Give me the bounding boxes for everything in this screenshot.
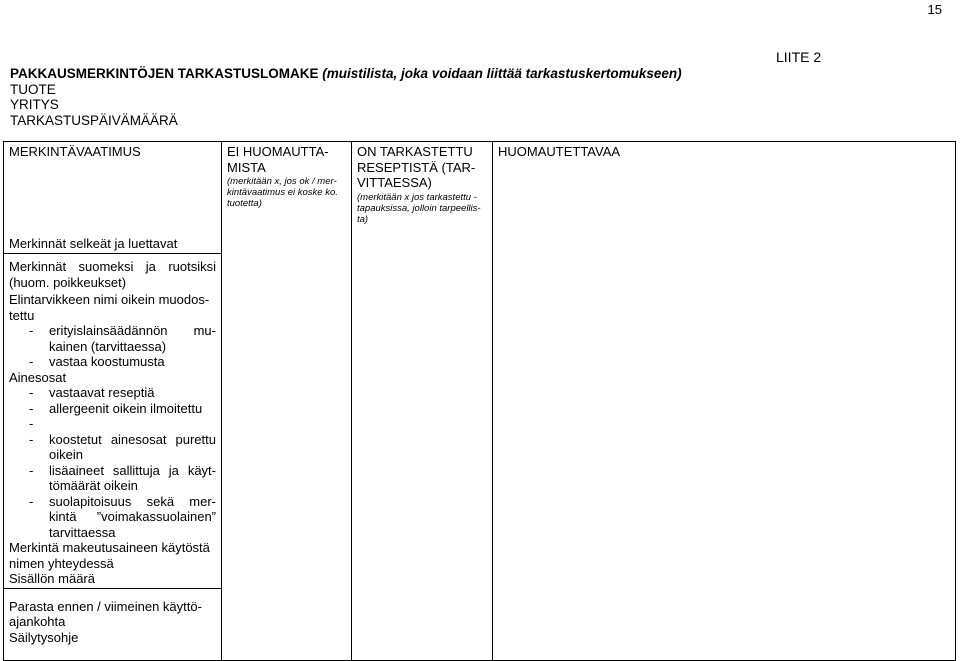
requirements-cell-1 <box>4 254 222 589</box>
list-item: - vastaa koostumusta <box>29 354 165 369</box>
table-header-row <box>4 142 956 254</box>
language-requirement: Merkinnät suomeksi ja ruotsiksi (huom. poikkeukset) <box>9 259 216 290</box>
requirements-cell-2 <box>4 588 222 660</box>
form-title-main: PAKKAUSMERKINTÖJEN TARKASTUSLOMAKE <box>10 66 319 81</box>
list-item: - koostetut ainesosat purettu oikein <box>29 431 216 462</box>
recipe-header-text: ON TARKASTETTU RESEPTISTÄ (TAR-VITTAESSA) <box>357 144 476 190</box>
form-title <box>10 66 682 82</box>
recipe-note: (merkitään x jos tarkastettu - tapauksissa, jolloin tarpeellis-ta) <box>357 191 481 225</box>
list-item: - allergeenit oikein ilmoitettu <box>29 400 203 416</box>
form-header <box>10 66 682 128</box>
company-label: YRITYS <box>10 97 59 112</box>
sweetener-requirement: Merkintä makeutusaineen käytöstä nimen yhteydessä <box>9 540 210 571</box>
form-title-note: (muistilista, joka voidaan liittää tarkastuskertomukseen) <box>322 66 682 81</box>
best-before-requirement: Parasta ennen / viimeinen käyttö-ajankohta <box>9 598 202 629</box>
row-clear-label: Merkinnät selkeät ja luettavat <box>9 235 178 251</box>
list-item: - <box>29 416 34 431</box>
product-name-requirement: Elintarvikkeen nimi oikein muodos-tettu <box>9 292 210 323</box>
list-item: - lisäaineet sallittuja ja käyt-tömäärät oikein <box>29 462 216 493</box>
remark-header-text: HUOMAUTETTAVAA <box>498 144 621 159</box>
not-noted-column[interactable] <box>222 142 352 661</box>
storage-requirement: Säilytysohje <box>9 629 79 645</box>
quantity-requirement: Sisällön määrä <box>9 571 95 586</box>
not-noted-note: (merkitään x, jos ok / mer-kintävaatimus ei koske ko. tuotetta) <box>227 176 338 209</box>
inspection-date-label: TARKASTUSPÄIVÄMÄÄRÄ <box>10 112 178 128</box>
requirement-column-header <box>4 142 222 254</box>
recipe-column[interactable] <box>352 142 493 661</box>
list-item: - vastaavat reseptiä <box>29 385 155 400</box>
not-noted-header-text: EI HUOMAUTTA-MISTA <box>227 144 329 175</box>
annex-label: LIITE 2 <box>776 49 822 65</box>
requirement-header-text: MERKINTÄVAATIMUS <box>9 144 141 159</box>
list-item: - erityislainsäädännön mu-kainen (tarvittaessa) <box>29 323 216 354</box>
product-label: TUOTE <box>10 81 56 97</box>
remark-column[interactable] <box>493 142 956 661</box>
page-number: 15 <box>927 2 942 17</box>
inspection-table <box>3 141 956 661</box>
ingredients-heading: Ainesosat <box>9 369 67 385</box>
list-item: - suolapitoisuus sekä mer-kintä ”voimakassuolainen” tarvittaessa <box>29 493 216 540</box>
